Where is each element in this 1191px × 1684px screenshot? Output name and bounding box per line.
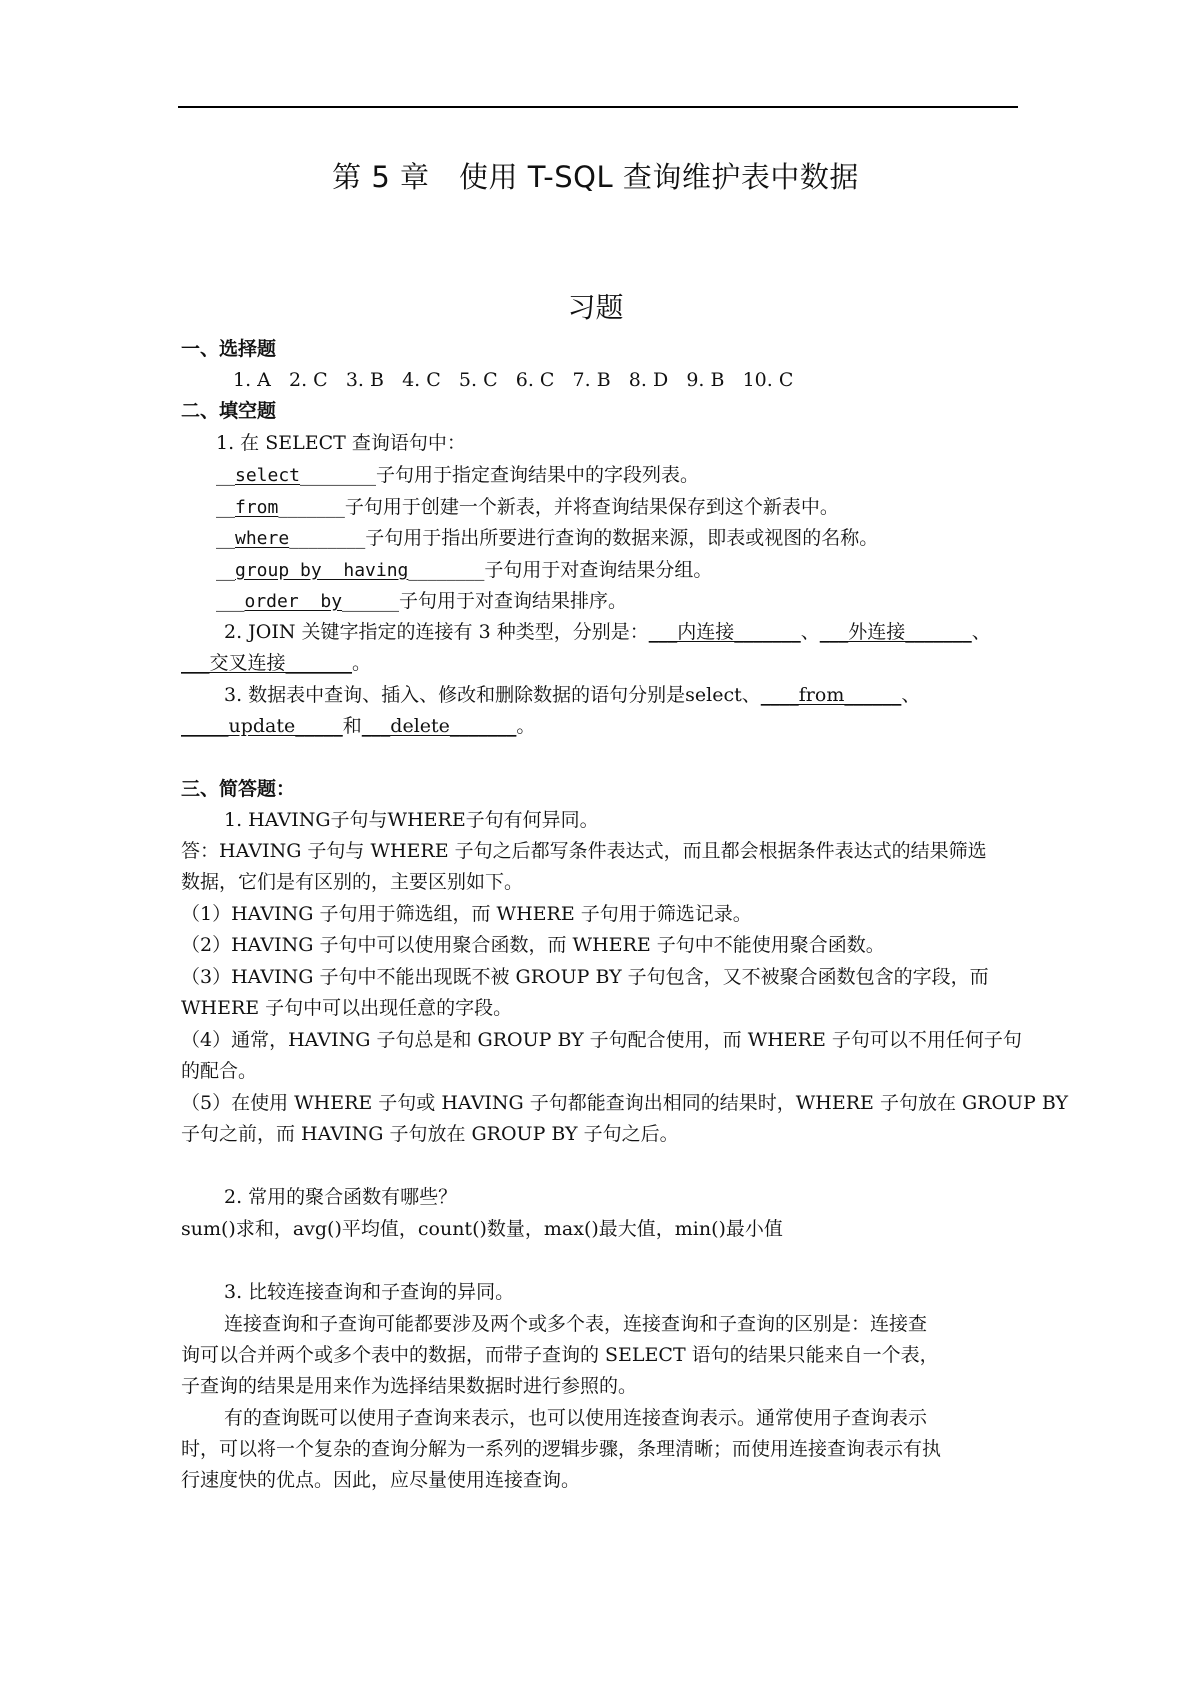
heading-short-answer: 三、简答题： xyxy=(181,778,296,800)
answer-1-point-4-line-1: （4）通常，HAVING 子句总是和 GROUP BY 子句配合使用，而 WHERE 子句可以不用任何子句 xyxy=(181,1029,1022,1051)
answer-2: sum()求和，avg()平均值，count()数量，max()最大值，min()最小值 xyxy=(181,1218,783,1240)
answer-3-line-5: 时，可以将一个复杂的查询分解为一系列的逻辑步骤，条理清晰；而使用连接查询表示有执 xyxy=(181,1438,942,1460)
answer-select: select xyxy=(235,465,301,486)
answer-delete: ___delete_______ xyxy=(361,715,517,737)
fill-in-blank-select: __select________子句用于指定查询结果中的字段列表。 xyxy=(216,464,700,486)
answer-1-point-5-line-2: 子句之前，而 HAVING 子句放在 GROUP BY 子句之后。 xyxy=(181,1123,679,1145)
answer-1-point-1: （1）HAVING 子句用于筛选组，而 WHERE 子句用于筛选记录。 xyxy=(181,903,752,925)
chapter-title: 第 5 章 使用 T-SQL 查询维护表中数据 xyxy=(332,160,859,194)
header-rule xyxy=(178,106,1018,108)
answer-from-2: ____from______ xyxy=(760,684,902,706)
answer-from: from xyxy=(235,497,279,518)
answer-where: where xyxy=(235,528,290,549)
answer-group-by-having: group by having xyxy=(235,560,409,581)
short-question-2: 2. 常用的聚合函数有哪些？ xyxy=(224,1186,458,1208)
answer-3-line-2: 询可以合并两个或多个表中的数据，而带子查询的 SELECT 语句的结果只能来自一个表， xyxy=(181,1344,939,1366)
answer-1-point-4-line-2: 的配合。 xyxy=(181,1060,258,1082)
answer-1-point-3-line-2: WHERE 子句中可以出现任意的字段。 xyxy=(181,997,513,1019)
answer-3-line-3: 子查询的结果是用来作为选择结果数据时进行参照的。 xyxy=(181,1375,638,1397)
fill-in-question-3-cont: _____update_____和___delete_______。 xyxy=(181,715,536,737)
heading-fill-in: 二、填空题 xyxy=(181,400,277,422)
answer-1-line-2: 数据，它们是有区别的，主要区别如下。 xyxy=(181,871,524,893)
fill-in-question-2-cont: ___交叉连接_______。 xyxy=(181,652,372,674)
answer-order-by: order by xyxy=(244,591,343,612)
section-title: 习题 xyxy=(567,291,624,324)
answer-1-point-5-line-1: （5）在使用 WHERE 子句或 HAVING 子句都能查询出相同的结果时，WHERE 子句放在 GROUP BY xyxy=(181,1092,1069,1114)
answer-3-line-1: 连接查询和子查询可能都要涉及两个或多个表，连接查询和子查询的区别是：连接查 xyxy=(224,1313,928,1335)
answer-outer-join: ___外连接_______ xyxy=(819,621,972,643)
fill-in-question-3: 3. 数据表中查询、插入、修改和删除数据的语句分别是select、____from______、 xyxy=(224,684,921,706)
fill-in-blank-order-by: ___order by______子句用于对查询结果排序。 xyxy=(216,590,628,612)
fill-in-blank-where: __where________子句用于指出所要进行查询的数据来源，即表或视图的名称。 xyxy=(216,527,879,549)
heading-multiple-choice: 一、选择题 xyxy=(181,338,277,360)
answer-1-line-1: 答：HAVING 子句与 WHERE 子句之后都写条件表达式，而且都会根据条件表达式的结果筛选 xyxy=(181,840,987,862)
answer-1-point-3-line-1: （3）HAVING 子句中不能出现既不被 GROUP BY 子句包含，又不被聚合函数包含的字段，而 xyxy=(181,966,989,988)
fill-in-blank-group-by: __group by having________子句用于对查询结果分组。 xyxy=(216,559,713,581)
answer-cross-join: ___交叉连接_______ xyxy=(181,652,353,674)
fill-in-question-1: 1. 在 SELECT 查询语句中： xyxy=(216,432,466,454)
fill-in-question-2: 2. JOIN 关键字指定的连接有 3 种类型，分别是：___内连接_______、___外连接_______、 xyxy=(224,621,991,643)
answer-3-line-6: 行速度快的优点。因此，应尽量使用连接查询。 xyxy=(181,1469,581,1491)
answer-1-point-2: （2）HAVING 子句中可以使用聚合函数，而 WHERE 子句中不能使用聚合函数。 xyxy=(181,934,885,956)
short-question-1: 1. HAVING子句与WHERE子句有何异同。 xyxy=(224,809,599,831)
answer-3-line-4: 有的查询既可以使用子查询来表示，也可以使用连接查询表示。通常使用子查询表示 xyxy=(224,1407,928,1429)
answer-update: _____update_____ xyxy=(181,715,343,737)
answer-inner-join: ___内连接_______ xyxy=(648,621,801,643)
fill-in-blank-from: __from_______子句用于创建一个新表，并将查询结果保存到这个新表中。 xyxy=(216,496,839,518)
multiple-choice-answers: 1. A 2. C 3. B 4. C 5. C 6. C 7. B 8. D 9. B 10. C xyxy=(233,369,794,391)
short-question-3: 3. 比较连接查询和子查询的异同。 xyxy=(224,1281,515,1303)
